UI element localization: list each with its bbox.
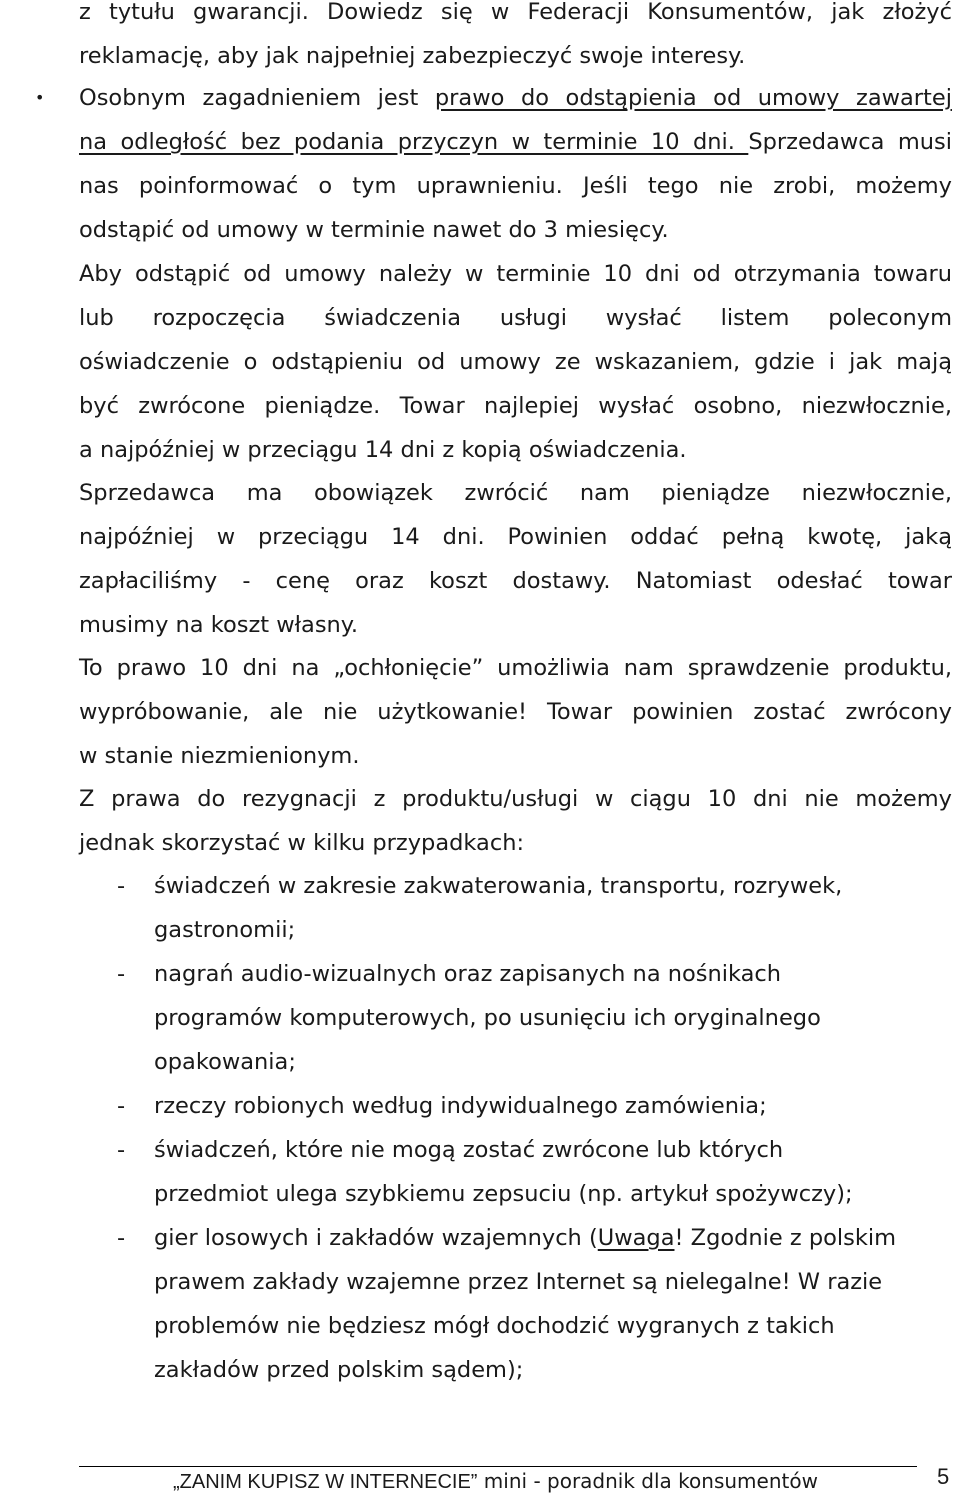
warning-link[interactable]: Uwaga [597, 1225, 675, 1251]
paragraph-warranty-end [79, 0, 952, 78]
text-line: jednak skorzystać w kilku przypadkach: [79, 830, 525, 856]
footer-guide-name: „ZANIM KUPISZ W INTERNECIE” [173, 1471, 478, 1493]
text-line: w stanie niezmienionym. [79, 743, 360, 769]
dash-icon: - [117, 873, 126, 899]
paragraph-seller-obligation [79, 471, 952, 647]
dash-icon: - [117, 961, 126, 987]
list-item [79, 864, 952, 952]
text-line: Aby odstąpić od umowy należy w terminie 10 dni od otrzymania towaru [79, 261, 952, 287]
text-line: zakładów przed polskim sądem); [154, 1357, 524, 1383]
text-line: zapłaciliśmy - cenę oraz koszt dostawy. Natomiast odesłać towar [79, 568, 952, 594]
text-line [154, 1216, 952, 1260]
text-line [79, 120, 952, 164]
list-item [79, 1128, 952, 1216]
text-line: nagrań audio-wizualnych oraz zapisanych na nośnikach [154, 961, 782, 987]
text-span: Sprzedawca musi [748, 129, 953, 155]
text-line: oświadczenie o odstąpieniu od umowy ze wskazaniem, gdzie i jak mają [79, 349, 952, 375]
list-item [79, 1216, 952, 1392]
text-line: Sprzedawca ma obowiązek zwrócić nam pieniądze niezwłocznie, [79, 480, 952, 506]
text-span: ! Zgodnie z polskim [674, 1225, 897, 1251]
paragraph-cooling-off [79, 646, 952, 778]
paragraph-how-to-withdraw [79, 252, 952, 472]
withdrawal-link[interactable]: na odległość bez podania przyczyn w terminie 10 dni. [79, 129, 749, 155]
text-span: gier losowych i zakładów wzajemnych ( [154, 1225, 598, 1251]
withdrawal-link[interactable]: prawo do odstąpienia od umowy zawartej [434, 85, 952, 111]
text-line: gastronomii; [154, 917, 296, 943]
text-line: wypróbowanie, ale nie użytkowanie! Towar powinien zostać zwrócony [79, 699, 952, 725]
text-line: odstąpić od umowy w terminie nawet do 3 miesięcy. [79, 217, 669, 243]
text-line: problemów nie będziesz mógł dochodzić wygranych z takich [154, 1313, 835, 1339]
footer-title [173, 1469, 818, 1494]
text-line: z tytułu gwarancji. Dowiedz się w Federacji Konsumentów, jak złożyć [79, 0, 952, 25]
text-line: prawem zakłady wzajemne przez Internet są nielegalne! W razie [154, 1269, 883, 1295]
text-line: opakowania; [154, 1049, 296, 1075]
footer-guide-subtitle: mini - poradnik dla konsumentów [477, 1469, 818, 1493]
paragraph-exceptions-intro [79, 777, 952, 865]
text-line: nas poinformować o tym uprawnieniu. Jeśli tego nie zrobi, możemy [79, 173, 952, 199]
list-item [79, 1084, 952, 1128]
text-line: przedmiot ulega szybkiemu zepsuciu (np. artykuł spożywczy); [154, 1181, 853, 1207]
page-number: 5 [937, 1464, 950, 1489]
dash-icon: - [117, 1093, 126, 1119]
bullet-withdrawal-right [35, 76, 953, 252]
text-span: Osobnym zagadnieniem jest [79, 85, 435, 111]
text-line: musimy na koszt własny. [79, 612, 359, 638]
text-line: świadczeń, które nie mogą zostać zwrócone lub których [154, 1137, 784, 1163]
list-item [79, 952, 952, 1084]
dash-icon: - [117, 1225, 126, 1251]
text-line: rzeczy robionych według indywidualnego zamówienia; [154, 1093, 767, 1119]
text-line: reklamację, aby jak najpełniej zabezpieczyć swoje interesy. [79, 43, 746, 69]
bullet-icon: • [35, 88, 45, 107]
text-line: To prawo 10 dni na „ochłonięcie” umożliwia nam sprawdzenie produktu, [79, 655, 952, 681]
footer-divider [79, 1466, 917, 1467]
text-line: Z prawa do rezygnacji z produktu/usługi w ciągu 10 dni nie możemy [79, 786, 952, 812]
text-line: programów komputerowych, po usunięciu ich oryginalnego [154, 1005, 821, 1031]
dash-icon: - [117, 1137, 126, 1163]
text-line: lub rozpoczęcia świadczenia usługi wysłać listem poleconym [79, 305, 952, 331]
text-line: być zwrócone pieniądze. Towar najlepiej wysłać osobno, niezwłocznie, [79, 393, 952, 419]
text-line: a najpóźniej w przeciągu 14 dni z kopią oświadczenia. [79, 437, 687, 463]
text-line: najpóźniej w przeciągu 14 dni. Powinien oddać pełną kwotę, jaką [79, 524, 952, 550]
text-line [35, 76, 952, 120]
text-line: świadczeń w zakresie zakwaterowania, transportu, rozrywek, [154, 873, 843, 899]
exceptions-list [79, 864, 952, 1392]
